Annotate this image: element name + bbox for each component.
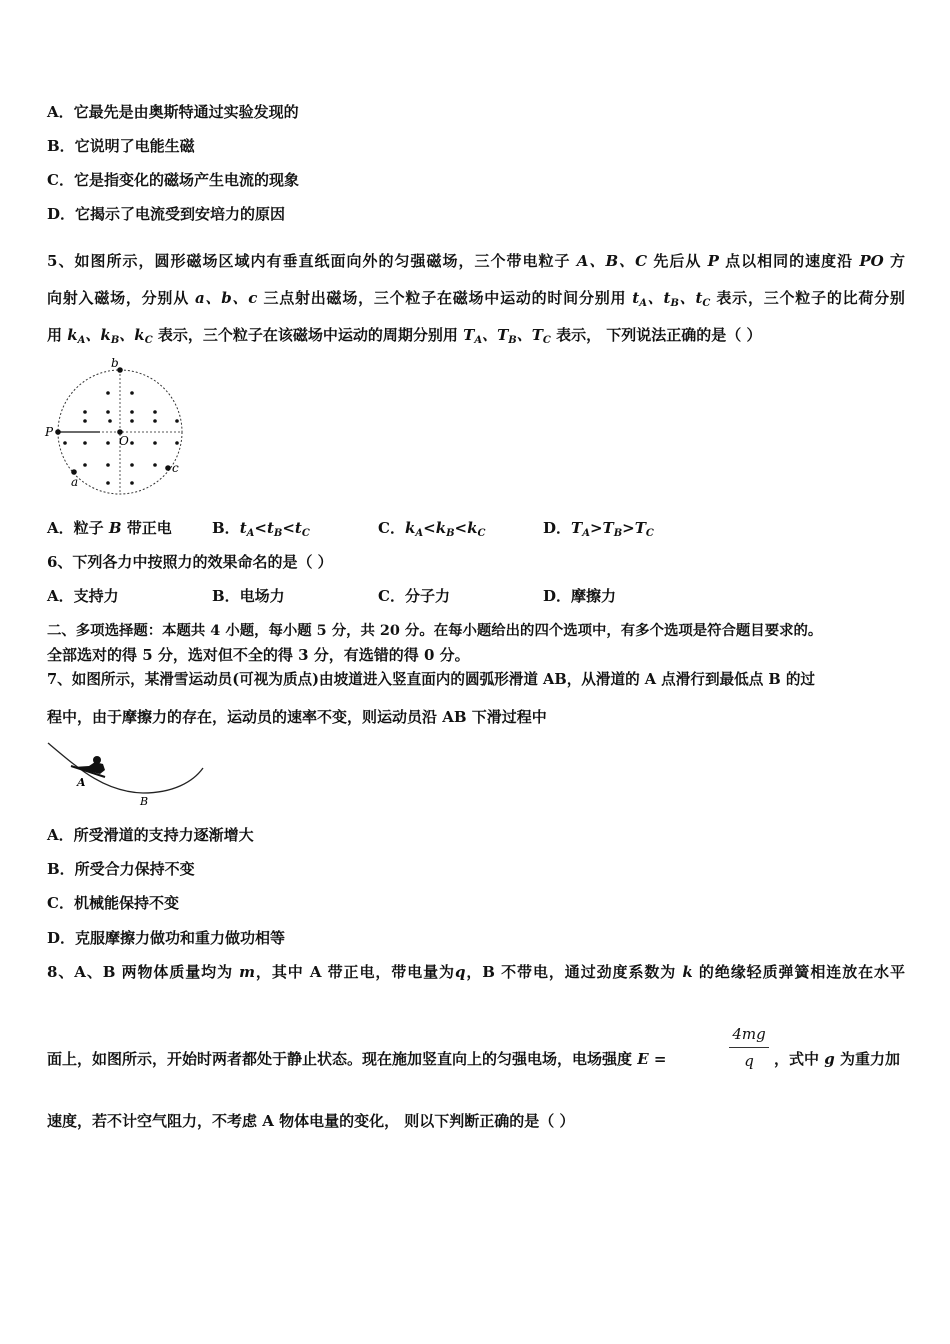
q8-fraction-bar (729, 1047, 769, 1048)
q4-option-c: C．它是指变化的磁场产生电流的现象 (47, 171, 299, 189)
q8-stem-line3: 速度，若不计空气阻力，不考虑 A 物体电量的变化， 则以下判断正确的是（ ） (47, 1112, 575, 1130)
q7-stem-line2: 程中，由于摩擦力的存在，运动员的速率不变，则运动员沿 AB 下滑过程中 (47, 708, 547, 726)
q7-fig-label-b: B (140, 795, 149, 808)
q5-fig-label-c: c (172, 461, 179, 475)
q8-stem-line1: 8、A、B 两物体质量均为 m，其中 A 带正电，带电量为q，B 不带电，通过劲度系数为 k 的绝缘轻质弹簧相连放在水平 (47, 963, 905, 981)
q8-stem-line2: 面上，如图所示，开始时两者都处于静止状态。现在施加竖直向上的匀强电场，电场强度 E = (47, 1050, 667, 1068)
q7-option-b: B．所受合力保持不变 (47, 860, 195, 878)
q6-option-b: B．电场力 (212, 587, 285, 605)
q5-option-c: C．$k_A<k_B<k_C$ (378, 519, 486, 539)
q8-fraction-numerator: 4mg (732, 1025, 766, 1043)
q5-stem-line2: 向射入磁场，分别从 a、b、c 三点射出磁场，三个粒子在磁场中运动的时间分别用 $t_A$、$t_B$、$t_C$ 表示，三个粒子的比荷分别 (47, 289, 905, 309)
q5-stem-line1: 5、如图所示，圆形磁场区域内有垂直纸面向外的匀强磁场，三个带电粒子 A、B、C 先后从 P 点以相同的速度沿 PO 方 (47, 252, 905, 270)
q5-fig-label-b: b (111, 356, 119, 370)
q8-stem-line2-end: ，式中 g 为重力加 (774, 1050, 900, 1068)
q4-option-d: D．它揭示了电流受到安培力的原因 (47, 205, 286, 223)
q5-stem-line3: 用 $k_A$、$k_B$、$k_C$ 表示，三个粒子在该磁场中运动的周期分别用 $T_A$、$T_B$、$T_C$ 表示， 下列说法正确的是（ ） (47, 326, 762, 346)
q4-option-b: B．它说明了电能生磁 (47, 137, 195, 155)
q6-stem: 6、下列各力中按照力的效果命名的是（ ） (47, 553, 333, 571)
q5-fig-label-p: P (45, 425, 54, 439)
q5-fig-label-o: O (119, 434, 129, 448)
q7-option-a: A．所受滑道的支持力逐渐增大 (47, 826, 254, 844)
q7-option-c: C．机械能保持不变 (47, 894, 179, 912)
q6-option-a: A．支持力 (47, 587, 119, 605)
q4-option-a: A．它最先是由奥斯特通过实验发现的 (47, 103, 299, 121)
q7-ski-slope-figure (45, 740, 210, 808)
q5-magnetic-field-figure (40, 355, 190, 497)
q7-stem-line1: 7、如图所示，某滑雪运动员(可视为质点)由坡道进入竖直面内的圆弧形滑道 AB，从滑道的 A 点滑行到最低点 B 的过 (47, 671, 816, 688)
q6-option-c: C．分子力 (378, 587, 450, 605)
q5-option-a: A．粒子 B 带正电 (47, 519, 172, 537)
q5-option-d: D．$T_A>T_B>T_C$ (543, 519, 654, 539)
q7-option-d: D．克服摩擦力做功和重力做功相等 (47, 929, 286, 947)
q5-fig-label-a: a (71, 475, 79, 489)
q8-fraction-denominator: q (744, 1052, 754, 1070)
section2-heading-line1: 二、多项选择题：本题共 4 小题，每小题 5 分，共 20 分。在每小题给出的四个选项中，有多个选项是符合题目要求的。 (47, 622, 823, 639)
section2-heading-line2: 全部选对的得 5 分，选对但不全的得 3 分，有选错的得 0 分。 (47, 646, 470, 664)
q6-option-d: D．摩擦力 (543, 587, 617, 605)
q5-option-b: B．$t_A<t_B<t_C$ (212, 519, 310, 539)
q7-fig-label-a: A (77, 776, 86, 789)
